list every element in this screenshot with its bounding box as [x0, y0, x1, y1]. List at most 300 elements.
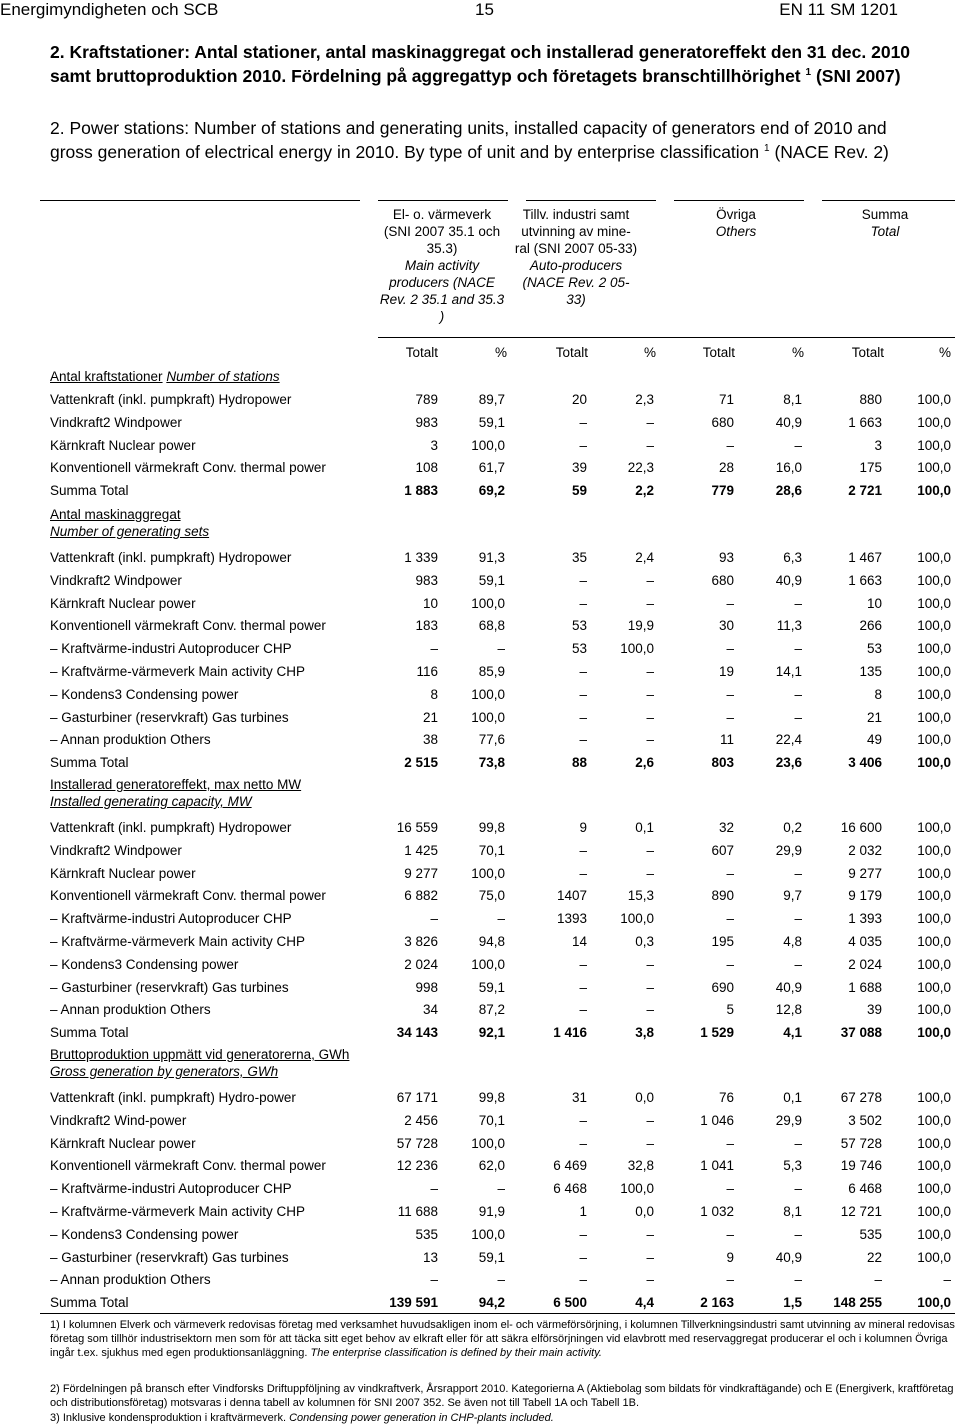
- table-row: [0, 820, 960, 842]
- table-row: [0, 888, 960, 910]
- table-cell: 75,0: [478, 888, 505, 904]
- table-cell: 690: [711, 979, 734, 995]
- table-cell: 100,0: [917, 618, 951, 634]
- table-cell: 37 088: [840, 1025, 882, 1041]
- table-cell: 535: [415, 1226, 438, 1242]
- table-row: [0, 1250, 960, 1272]
- title-en-sup: 1: [764, 143, 770, 155]
- table-cell: 535: [859, 1226, 882, 1242]
- row-label: – Gasturbiner (reservkraft) Gas turbines: [50, 709, 289, 725]
- table-cell: 69,2: [478, 483, 505, 499]
- row-label: Kärnkraft Nuclear power: [50, 437, 196, 453]
- table-cell: –: [726, 865, 734, 881]
- table-cell: 100,0: [471, 956, 505, 972]
- table-cell: 680: [711, 414, 734, 430]
- table-cell: 35: [571, 550, 587, 565]
- row-label: – Kondens3 Condensing power: [50, 686, 239, 702]
- table-cell: –: [726, 641, 734, 657]
- table-cell: 68,8: [478, 618, 505, 634]
- table-cell: –: [579, 732, 587, 748]
- table-cell: 19 746: [840, 1158, 882, 1174]
- table-cell: –: [579, 1135, 587, 1151]
- table-cell: 100,0: [917, 709, 951, 725]
- table-row: [0, 1113, 960, 1135]
- table-cell: –: [579, 865, 587, 881]
- table-cell: 9 277: [404, 865, 438, 881]
- table-cell: 2 456: [404, 1112, 438, 1128]
- table-cell: 6 469: [553, 1158, 587, 1174]
- table-cell: 100,0: [917, 550, 951, 565]
- title-en-text: 2. Power stations: Number of stations and generating units, installed capacity of generators end of 2010 and gross generation of electrical energy in 2010. By type of unit and by enterprise classification: [50, 118, 887, 162]
- table-row: [0, 641, 960, 663]
- row-label: Kärnkraft Nuclear power: [50, 1135, 196, 1151]
- table-cell: 59,1: [478, 414, 505, 430]
- table-cell: 29,9: [775, 842, 802, 858]
- table-row: [0, 460, 960, 482]
- table-cell: 11,3: [776, 618, 802, 634]
- table-cell: –: [579, 595, 587, 611]
- table-row: [0, 392, 960, 414]
- column-header-autoproducers: [514, 206, 638, 308]
- table-cell: –: [794, 911, 802, 927]
- table-cell: 9,7: [783, 888, 802, 904]
- table-cell: 19,9: [627, 618, 654, 634]
- table-cell: 1 041: [700, 1158, 734, 1174]
- table-cell: 59,1: [478, 1249, 505, 1265]
- table-cell: –: [794, 1272, 802, 1288]
- table-cell: 9 277: [848, 865, 882, 881]
- row-label: Vindkraft2 Wind-power: [50, 1112, 187, 1128]
- table-cell: 9 179: [848, 888, 882, 904]
- table-cell: 40,9: [775, 414, 802, 430]
- table-cell: –: [646, 732, 654, 748]
- subheader-totalt: Totalt: [702, 345, 735, 360]
- table-cell: 29,9: [775, 1112, 802, 1128]
- table-cell: 2,4: [635, 550, 654, 565]
- row-label: Vattenkraft (inkl. pumpkraft) Hydro-power: [50, 1090, 296, 1105]
- table-cell: 38: [422, 732, 438, 748]
- table-cell: 1 416: [553, 1025, 587, 1041]
- table-cell: 1,5: [783, 1295, 802, 1311]
- table-cell: 100,0: [917, 1135, 951, 1151]
- table-row: [0, 1181, 960, 1203]
- row-label: Vindkraft2 Windpower: [50, 842, 182, 858]
- subheader-percent: %: [791, 345, 804, 360]
- table-cell: 85,9: [478, 664, 505, 679]
- table-cell: –: [646, 1226, 654, 1242]
- table-row: [0, 1090, 960, 1112]
- table-cell: 99,8: [478, 1090, 505, 1105]
- row-label: Summa Total: [50, 1025, 129, 1041]
- table-cell: –: [726, 686, 734, 702]
- table-cell: 31: [571, 1090, 587, 1105]
- table-cell: 2,2: [635, 483, 654, 499]
- table-cell: –: [726, 1272, 734, 1288]
- table-cell: 0,0: [635, 1204, 654, 1219]
- table-cell: 77,6: [478, 732, 505, 748]
- table-cell: 53: [571, 641, 587, 657]
- table-cell: 0,3: [635, 934, 654, 949]
- table-cell: 2 163: [700, 1295, 734, 1311]
- table-cell: 70,1: [478, 1112, 505, 1128]
- column-header-total: [825, 206, 945, 240]
- column-header-en: Others: [715, 224, 757, 239]
- section-title-sv: Antal kraftstationer: [50, 369, 163, 384]
- table-cell: 12 721: [840, 1204, 882, 1219]
- table-cell: 983: [415, 414, 438, 430]
- header-left: Energimyndigheten och SCB: [0, 0, 219, 19]
- table-cell: 40,9: [775, 979, 802, 995]
- table-row: [0, 755, 960, 777]
- table-cell: –: [646, 1272, 654, 1288]
- table-cell: –: [646, 686, 654, 702]
- table-row: [0, 483, 960, 505]
- table-cell: 6 500: [553, 1295, 587, 1311]
- table-cell: 100,0: [917, 755, 951, 771]
- table-cell: 100,0: [917, 1226, 951, 1242]
- table-cell: 803: [711, 755, 734, 771]
- footnote-sv: 2) Fördelningen på bransch efter Vindforsks Driftuppföljning av vindkraftverk, Årsrapport 2010. Kategorierna A (Aktiebolag som bildats för vindkraftägande) och E (Energiverk, kraftföretag och distributionsföretag) motsvaras i denna tabell av kolumnen för SNI 2007 352. Se även not till Tabell 1A och Tabell 1B.: [50, 1383, 954, 1409]
- table-cell: 0,2: [783, 820, 802, 835]
- table-cell: –: [579, 437, 587, 453]
- table-cell: 3: [430, 437, 438, 453]
- table-cell: 983: [415, 572, 438, 588]
- table-cell: –: [579, 664, 587, 679]
- table-cell: 40,9: [775, 1249, 802, 1265]
- table-cell: –: [726, 911, 734, 927]
- table-cell: 3: [874, 437, 882, 453]
- table-cell: 6 468: [553, 1181, 587, 1197]
- table-cell: 2 024: [404, 956, 438, 972]
- table-cell: 100,0: [917, 664, 951, 679]
- table-cell: 100,0: [917, 641, 951, 657]
- table-cell: 100,0: [917, 483, 951, 499]
- table-cell: 5,3: [783, 1158, 802, 1174]
- table-row: [0, 596, 960, 618]
- table-cell: 76: [718, 1090, 734, 1105]
- table-cell: 2 721: [848, 483, 882, 499]
- table-cell: –: [794, 1226, 802, 1242]
- table-cell: –: [794, 641, 802, 657]
- table-cell: –: [726, 1226, 734, 1242]
- table-cell: 680: [711, 572, 734, 588]
- table-cell: 4,4: [635, 1295, 654, 1311]
- table-cell: –: [794, 956, 802, 972]
- table-cell: –: [497, 1272, 505, 1288]
- table-row: [0, 934, 960, 956]
- table-row: [0, 732, 960, 754]
- table-cell: 100,0: [917, 842, 951, 858]
- table-cell: 49: [866, 732, 882, 748]
- table-cell: 93: [718, 550, 734, 565]
- table-cell: 100,0: [917, 686, 951, 702]
- section-title-en: Gross generation by generators, GWh: [50, 1064, 279, 1079]
- table-cell: 94,8: [478, 934, 505, 949]
- table-cell: –: [579, 1272, 587, 1288]
- table-cell: 607: [711, 842, 734, 858]
- table-cell: –: [430, 641, 438, 657]
- table-cell: 1407: [556, 888, 587, 904]
- table-cell: 0,1: [635, 820, 654, 835]
- table-row: [0, 1204, 960, 1226]
- table-cell: –: [646, 709, 654, 725]
- row-label: – Kraftvärme-industri Autoproducer CHP: [50, 1181, 292, 1197]
- table-cell: 100,0: [471, 865, 505, 881]
- table-row: [0, 1158, 960, 1180]
- table-row: [0, 1002, 960, 1024]
- table-cell: 139 591: [389, 1295, 438, 1311]
- page-number: 15: [475, 0, 494, 19]
- column-header-main-activity: [378, 206, 506, 325]
- top-rule: [40, 200, 360, 201]
- table-cell: 32: [718, 820, 734, 835]
- table-cell: 88: [571, 755, 587, 771]
- table-cell: –: [430, 1272, 438, 1288]
- table-row: [0, 415, 960, 437]
- table-cell: 100,0: [917, 1090, 951, 1105]
- table-row: [0, 573, 960, 595]
- table-cell: 1 046: [700, 1112, 734, 1128]
- table-cell: 0,0: [635, 1090, 654, 1105]
- table-cell: –: [579, 709, 587, 725]
- table-cell: 13: [422, 1249, 438, 1265]
- table-cell: –: [646, 1135, 654, 1151]
- table-cell: 89,7: [478, 392, 505, 407]
- header-right: EN 11 SM 1201: [779, 0, 898, 19]
- footnote-sv: 1) I kolumnen Elverk och värmeverk redovisas företag med verksamhet huvudsakligen inom el- och värmeförsörjning, i kolumnen Tillverkningsindustri samt utvinning av mineral redovisas företag som tillhör industrisektorn men som för att täcka sitt eget behov av elkraft eller för att säkra elförsörjningen vid elavbrott med reservaggregat producerar el och i kolumnen Övriga ingår t.ex. sjukhus med egen produktionsanläggning.: [50, 1319, 955, 1359]
- table-cell: –: [497, 911, 505, 927]
- table-cell: 62,0: [478, 1158, 505, 1174]
- table-cell: 61,7: [478, 460, 505, 476]
- table-cell: 2 032: [848, 842, 882, 858]
- column-header-others: [676, 206, 796, 240]
- table-cell: 99,8: [478, 820, 505, 835]
- table-cell: 15,3: [627, 888, 654, 904]
- table-cell: –: [794, 709, 802, 725]
- section-title-sv: Installerad generatoreffekt, max netto MW: [50, 777, 302, 792]
- table-cell: 8: [430, 686, 438, 702]
- table-cell: –: [579, 842, 587, 858]
- row-label: Vindkraft2 Windpower: [50, 414, 182, 430]
- table-cell: 16,0: [775, 460, 802, 476]
- table-cell: 22,4: [775, 732, 802, 748]
- table-cell: 100,0: [917, 1112, 951, 1128]
- row-label: – Kraftvärme-industri Autoproducer CHP: [50, 641, 292, 657]
- section-title: [50, 368, 280, 385]
- row-label: Vattenkraft (inkl. pumpkraft) Hydropower: [50, 392, 292, 407]
- table-cell: 880: [859, 392, 882, 407]
- table-cell: 3,8: [635, 1025, 654, 1041]
- table-cell: 59: [571, 483, 587, 499]
- table-cell: –: [794, 437, 802, 453]
- subheader-percent: %: [938, 345, 951, 360]
- table-cell: 148 255: [833, 1295, 882, 1311]
- row-label: – Gasturbiner (reservkraft) Gas turbines: [50, 1249, 289, 1265]
- row-label: – Kondens3 Condensing power: [50, 956, 239, 972]
- table-cell: 100,0: [471, 595, 505, 611]
- title-sv-end: (SNI 2007): [815, 66, 901, 86]
- row-label: Kärnkraft Nuclear power: [50, 595, 196, 611]
- table-cell: –: [579, 1249, 587, 1265]
- table-row: [0, 866, 960, 888]
- table-cell: –: [726, 956, 734, 972]
- table-row: [0, 843, 960, 865]
- table-cell: 0,1: [783, 1090, 802, 1105]
- table-cell: 3 502: [848, 1112, 882, 1128]
- table-cell: –: [579, 572, 587, 588]
- table-cell: –: [579, 1112, 587, 1128]
- table-cell: –: [646, 572, 654, 588]
- table-cell: –: [646, 437, 654, 453]
- table-cell: 1 529: [700, 1025, 734, 1041]
- table-cell: 28,6: [775, 483, 802, 499]
- row-label: Konventionell värmekraft Conv. thermal power: [50, 460, 326, 476]
- table-cell: 195: [711, 934, 734, 949]
- table-cell: 1 467: [848, 550, 882, 565]
- table-cell: 59,1: [478, 572, 505, 588]
- table-cell: 890: [711, 888, 734, 904]
- column-header-en: Main activity producers (NACE Rev. 2 35.1 and 35.3 ): [379, 258, 505, 324]
- footnote-1: [50, 1318, 955, 1360]
- table-cell: 100,0: [620, 641, 654, 657]
- column-header-sv: El- o. värmeverk (SNI 2007 35.1 och 35.3): [383, 207, 501, 256]
- table-row: [0, 687, 960, 709]
- table-row: [0, 911, 960, 933]
- footnote-3: [50, 1411, 955, 1425]
- table-cell: 73,8: [478, 755, 505, 771]
- section-title: [50, 1046, 349, 1080]
- section-title-sv: Antal maskinaggregat: [50, 507, 181, 522]
- column-header-sv: Övriga: [716, 207, 756, 222]
- title-en-end: (NACE Rev. 2): [774, 142, 889, 162]
- table-cell: 21: [422, 709, 438, 725]
- table-cell: 40,9: [775, 572, 802, 588]
- table-cell: –: [726, 709, 734, 725]
- column-header-en: Total: [870, 224, 900, 239]
- table-cell: –: [579, 979, 587, 995]
- table-cell: 100,0: [917, 1181, 951, 1197]
- table-cell: –: [794, 865, 802, 881]
- table-cell: 100,0: [917, 1025, 951, 1041]
- row-label: – Kraftvärme-industri Autoproducer CHP: [50, 911, 292, 927]
- table-cell: 100,0: [917, 414, 951, 430]
- table-cell: 92,1: [478, 1025, 505, 1041]
- row-label: – Kraftvärme-värmeverk Main activity CHP: [50, 1204, 306, 1219]
- section-title-en: Installed generating capacity, MW: [50, 794, 252, 809]
- table-row: [0, 1227, 960, 1249]
- section-title-en: Number of generating sets: [50, 524, 210, 539]
- table-cell: –: [646, 865, 654, 881]
- subheader-totalt: Totalt: [405, 345, 438, 360]
- table-row: [0, 438, 960, 460]
- table-cell: –: [646, 1249, 654, 1265]
- subheader-totalt: Totalt: [555, 345, 588, 360]
- table-cell: 1 393: [848, 911, 882, 927]
- subheader-percent: %: [643, 345, 656, 360]
- table-cell: 100,0: [917, 979, 951, 995]
- table-cell: 4 035: [848, 934, 882, 949]
- table-cell: 100,0: [917, 1204, 951, 1219]
- table-cell: 100,0: [471, 1226, 505, 1242]
- table-cell: 87,2: [478, 1002, 505, 1018]
- table-cell: 100,0: [917, 460, 951, 476]
- table-cell: 135: [859, 664, 882, 679]
- footnote-en: The enterprise classification is defined by their main activity.: [310, 1347, 602, 1359]
- table-cell: –: [726, 437, 734, 453]
- header-rule: [378, 337, 955, 338]
- table-cell: 70,1: [478, 842, 505, 858]
- table-cell: –: [497, 1181, 505, 1197]
- table-cell: 67 278: [840, 1090, 882, 1105]
- table-cell: –: [646, 1112, 654, 1128]
- table-cell: 53: [866, 641, 882, 657]
- table-cell: 14,1: [775, 664, 802, 679]
- row-label: Summa Total: [50, 1295, 129, 1311]
- row-label: – Kraftvärme-värmeverk Main activity CHP: [50, 934, 306, 949]
- table-cell: –: [794, 1135, 802, 1151]
- table-cell: –: [874, 1272, 882, 1288]
- table-cell: 1 339: [404, 550, 438, 565]
- table-cell: 998: [415, 979, 438, 995]
- table-cell: –: [430, 1181, 438, 1197]
- table-cell: –: [579, 414, 587, 430]
- table-cell: 39: [866, 1002, 882, 1018]
- column-header-sv: Summa: [861, 207, 909, 222]
- table-cell: 34 143: [396, 1025, 438, 1041]
- subheader-percent: %: [494, 345, 507, 360]
- table-cell: 100,0: [917, 595, 951, 611]
- section-title-sv: Bruttoproduktion uppmätt vid generatorerna, GWh: [50, 1047, 350, 1062]
- table-cell: 10: [866, 595, 882, 611]
- table-cell: 6 882: [404, 888, 438, 904]
- table-cell: 100,0: [917, 934, 951, 949]
- table-cell: 1393: [556, 911, 587, 927]
- table-cell: 22,3: [627, 460, 654, 476]
- table-cell: 14: [571, 934, 587, 949]
- title-sv-text: 2. Kraftstationer: Antal stationer, antal maskinaggregat och installerad generatoreffekt den 31 dec. 2010 samt bruttoproduktion 2010. Fördelning på aggregattyp och företagets branschtillhörighet: [50, 42, 911, 86]
- table-cell: 1 032: [700, 1204, 734, 1219]
- table-cell: –: [726, 595, 734, 611]
- table-cell: –: [646, 595, 654, 611]
- title-sv-sup: 1: [805, 67, 812, 79]
- table-row: [0, 1025, 960, 1047]
- table-cell: 8,1: [783, 1204, 802, 1219]
- top-rule: [674, 200, 804, 201]
- table-cell: 53: [571, 618, 587, 634]
- section-title: [50, 776, 301, 810]
- row-label: – Annan produktion Others: [50, 1272, 211, 1288]
- table-cell: 2,3: [635, 392, 654, 407]
- table-cell: –: [497, 641, 505, 657]
- table-cell: 19: [718, 664, 734, 679]
- table-cell: 20: [571, 392, 587, 407]
- table-cell: 116: [416, 664, 438, 679]
- table-cell: –: [646, 664, 654, 679]
- table-cell: 39: [571, 460, 587, 476]
- table-cell: 11 688: [397, 1204, 438, 1219]
- table-cell: –: [579, 1002, 587, 1018]
- section-title-en: Number of stations: [166, 369, 280, 384]
- table-cell: 1 883: [404, 483, 438, 499]
- table-cell: –: [794, 595, 802, 611]
- table-cell: 67 171: [396, 1090, 438, 1105]
- table-cell: 91,3: [478, 550, 505, 565]
- table-cell: 100,0: [917, 392, 951, 407]
- table-cell: 4,1: [783, 1025, 802, 1041]
- table-cell: 100,0: [620, 1181, 654, 1197]
- table-row: [0, 664, 960, 686]
- table-cell: –: [646, 842, 654, 858]
